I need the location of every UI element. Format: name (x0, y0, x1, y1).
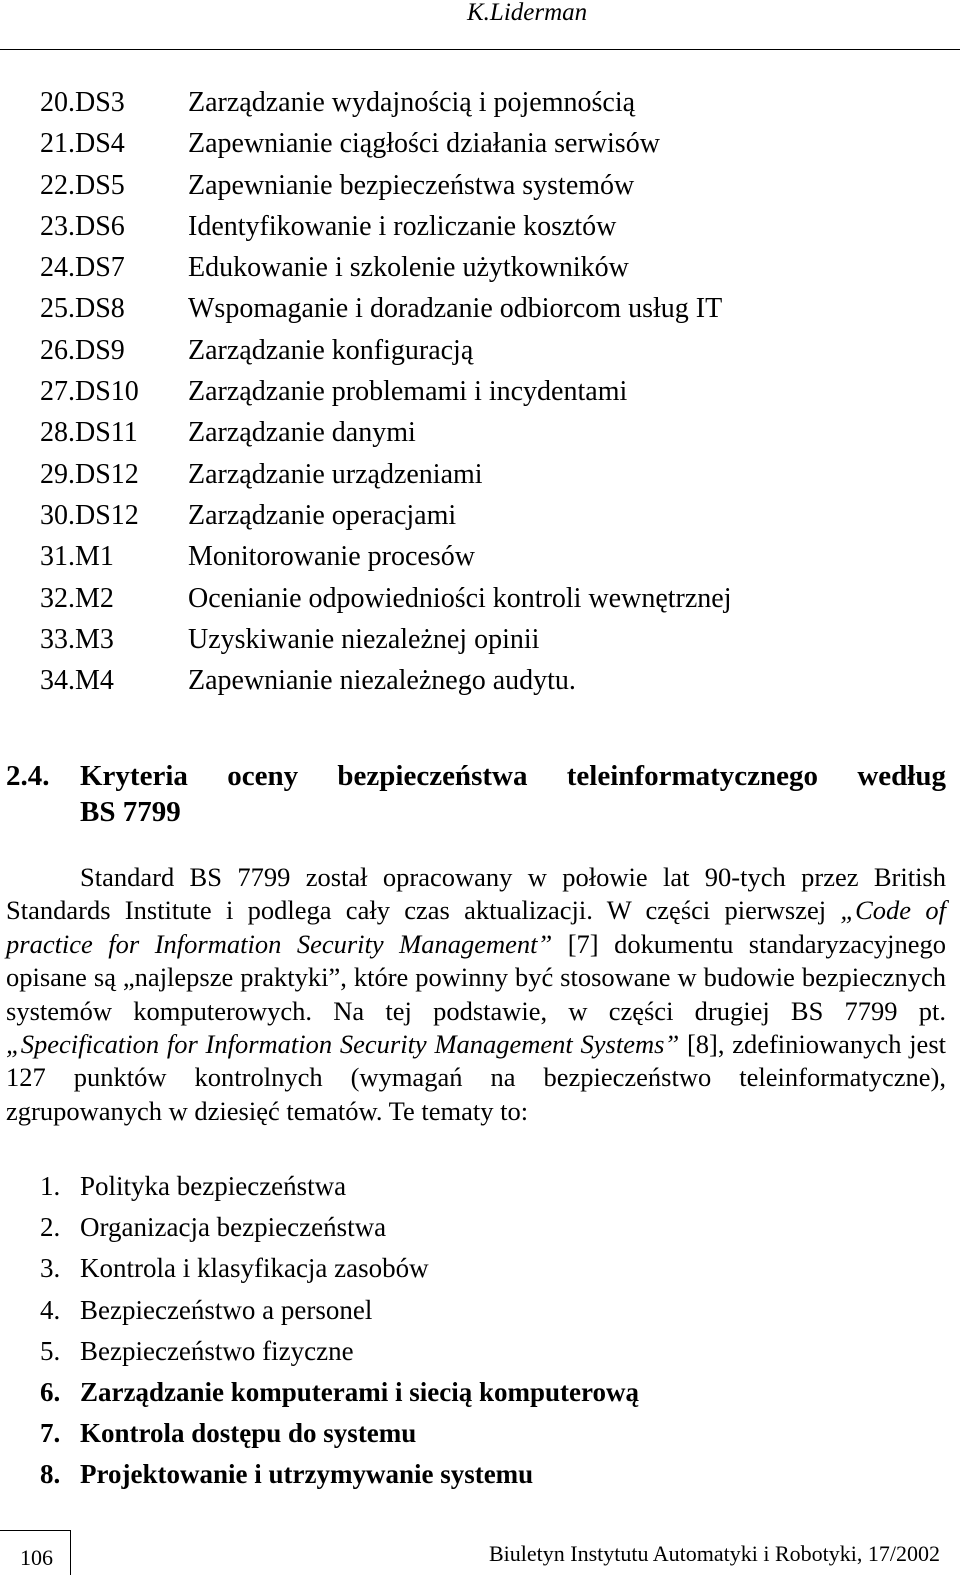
list-item: 31.M1 Monitorowanie procesów (40, 541, 475, 573)
author-name: K.Liderman (467, 0, 588, 26)
list-item: 1. Polityka bezpieczeństwa (40, 1171, 347, 1201)
list-item: 3. Kontrola i klasyfikacja zasobów (40, 1253, 429, 1284)
list-item: 23.DS6 Identyfikowanie i rozliczanie kosztów (40, 210, 617, 242)
list-item: 34.M4 Zapewnianie niezależnego audytu. (40, 665, 576, 697)
list-item: 29.DS12 Zarządzanie urządzeniami (40, 458, 483, 490)
list-item: 27.DS10 Zarządzanie problemami i incydentami (40, 376, 628, 408)
topics-list (40, 1166, 639, 1496)
list-item: 33.M3 Uzyskiwanie niezależnej opinii (40, 623, 540, 655)
journal-name: Biuletyn Instytutu Automatyki i Robotyki, 17/2002 (488, 1541, 940, 1566)
page-number: 106 (20, 1545, 53, 1570)
list-item: 8. Projektowanie i utrzymywanie systemu (40, 1459, 534, 1490)
body-paragraph: Standard BS 7799 został opracowany w połowie lat 90-tych przez British Standards Institute i podlega cały czas aktualizacji. W części pierwszej „Code of practice for Information Security Management” [7] dokumentu standaryzacyjnego opisane są „najlepsze praktyki”, które powinny być stosowane w budowie bezpiecznych systemów komputerowych. Na tej podstawie, w części drugiej BS 7799 pt. „Specification for Information Security Management Systems” [8], zdefiniowanych jest 127 punktów kontrolnych (wymagań na bezpieczeństwo teleinformatyczne), zgrupowanych w dziesięć tematów. Te tematy to: (6, 862, 946, 1126)
list-item: 32.M2 Ocenianie odpowiedniości kontroli wewnętrznej (40, 582, 732, 614)
process-list (40, 82, 732, 701)
list-item: 2. Organizacja bezpieczeństwa (40, 1212, 387, 1243)
footer-divider (0, 1530, 70, 1531)
section-heading (6, 758, 946, 830)
list-item: 21.DS4 Zapewnianie ciągłości działania serwisów (40, 128, 660, 160)
list-item: 30.DS12 Zarządzanie operacjami (40, 499, 457, 531)
footer-divider-vertical (70, 1530, 71, 1575)
running-header (0, 0, 960, 50)
list-item: 6. Zarządzanie komputerami i siecią komputerową (40, 1376, 639, 1407)
section-number: 2.4. (6, 760, 50, 792)
list-item: 28.DS11 Zarządzanie danymi (40, 417, 416, 449)
list-item: 7. Kontrola dostępu do systemu (40, 1418, 417, 1449)
list-item: 20.DS3 Zarządzanie wydajnością i pojemnością (40, 87, 636, 118)
list-item: 26.DS9 Zarządzanie konfiguracją (40, 334, 474, 366)
list-item: 4. Bezpieczeństwo a personel (40, 1294, 373, 1325)
list-item: 25.DS8 Wspomaganie i doradzanie odbiorcom usług IT (40, 293, 723, 325)
list-item: 22.DS5 Zapewnianie bezpieczeństwa systemów (40, 169, 635, 201)
list-item: 5. Bezpieczeństwo fizyczne (40, 1335, 354, 1366)
list-item: 24.DS7 Edukowanie i szkolenie użytkowników (40, 252, 629, 284)
section-title: Kryteria oceny bezpieczeństwa teleinformatycznego według BS 7799 (80, 760, 946, 828)
